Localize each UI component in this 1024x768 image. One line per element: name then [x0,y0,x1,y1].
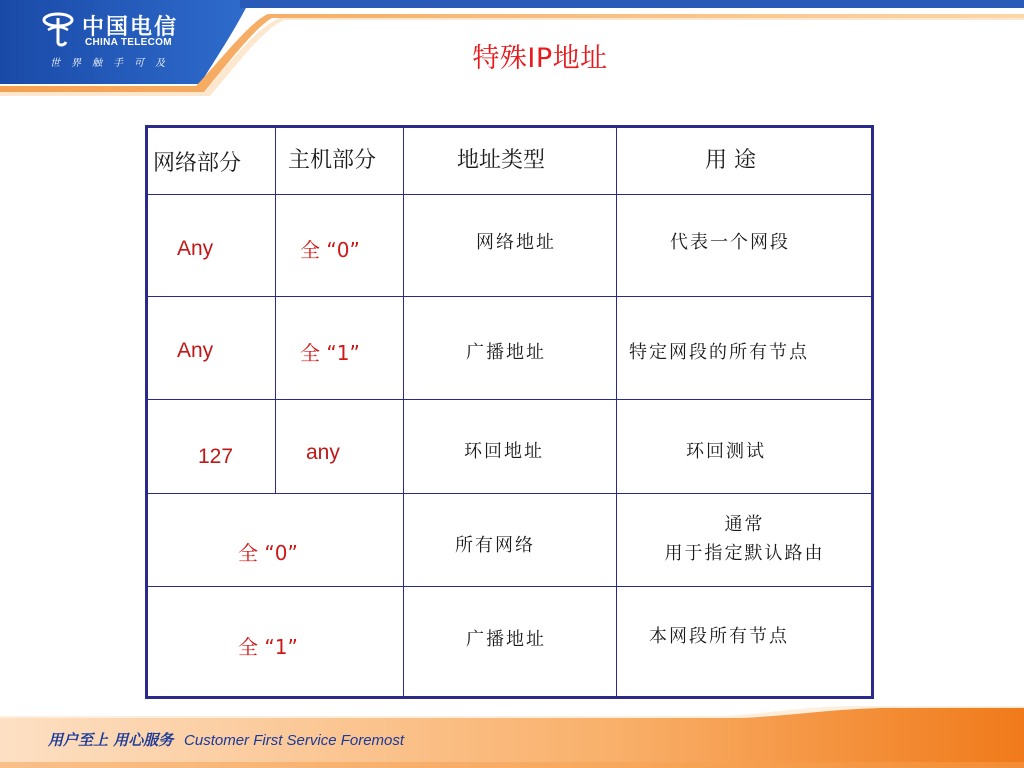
header-host-part: 主机部分 [288,148,377,173]
row-divider [148,493,871,494]
footer-slogan [48,729,404,750]
brand-name-en: CHINA TELECOM [85,37,172,48]
row5-merged: 全 “1” [238,635,298,659]
page-title: 特殊IP地址 [472,43,608,74]
row2-usage: 特定网段的所有节点 [629,342,809,363]
row-divider [148,399,871,400]
header-band [0,0,1024,110]
row3-network: 127 [198,445,234,468]
header-usage: 用 途 [705,148,756,173]
row4-usage-line2: 用于指定默认路由 [664,542,825,564]
col-divider [403,128,404,696]
row-divider [148,194,871,195]
row2-network: Any [177,339,214,362]
row5-type: 广播地址 [466,629,546,650]
row3-type: 环回地址 [464,441,544,462]
row2-type: 广播地址 [466,342,546,363]
footer-slogan-en: Customer First Service Foremost [184,732,405,749]
footer-band [0,700,1024,768]
row2-host: 全 “1” [300,341,360,365]
footer-slogan-cn: 用户至上 用心服务 [48,731,174,749]
special-ip-table [145,125,874,699]
row1-type: 网络地址 [476,232,556,253]
row4-usage [618,511,871,569]
row5-usage: 本网段所有节点 [649,626,789,647]
col-divider [616,128,617,696]
col-divider [275,128,276,494]
row4-usage-line1: 通常 [724,514,765,535]
row1-network: Any [177,237,214,260]
row3-usage: 环回测试 [686,441,766,462]
row3-host: any [306,441,340,464]
row-divider [148,296,871,297]
brand-name-cn: 中国电信 [82,15,179,40]
row4-type: 所有网络 [455,535,535,556]
header-address-type: 地址类型 [457,148,546,173]
header-network-part: 网络部分 [153,151,242,176]
row-divider [148,586,871,587]
row1-usage: 代表一个网段 [670,232,790,253]
brand-slogan: 世界触手可及 [50,58,176,69]
row1-host: 全 “0” [300,238,360,262]
row4-merged: 全 “0” [238,541,298,565]
